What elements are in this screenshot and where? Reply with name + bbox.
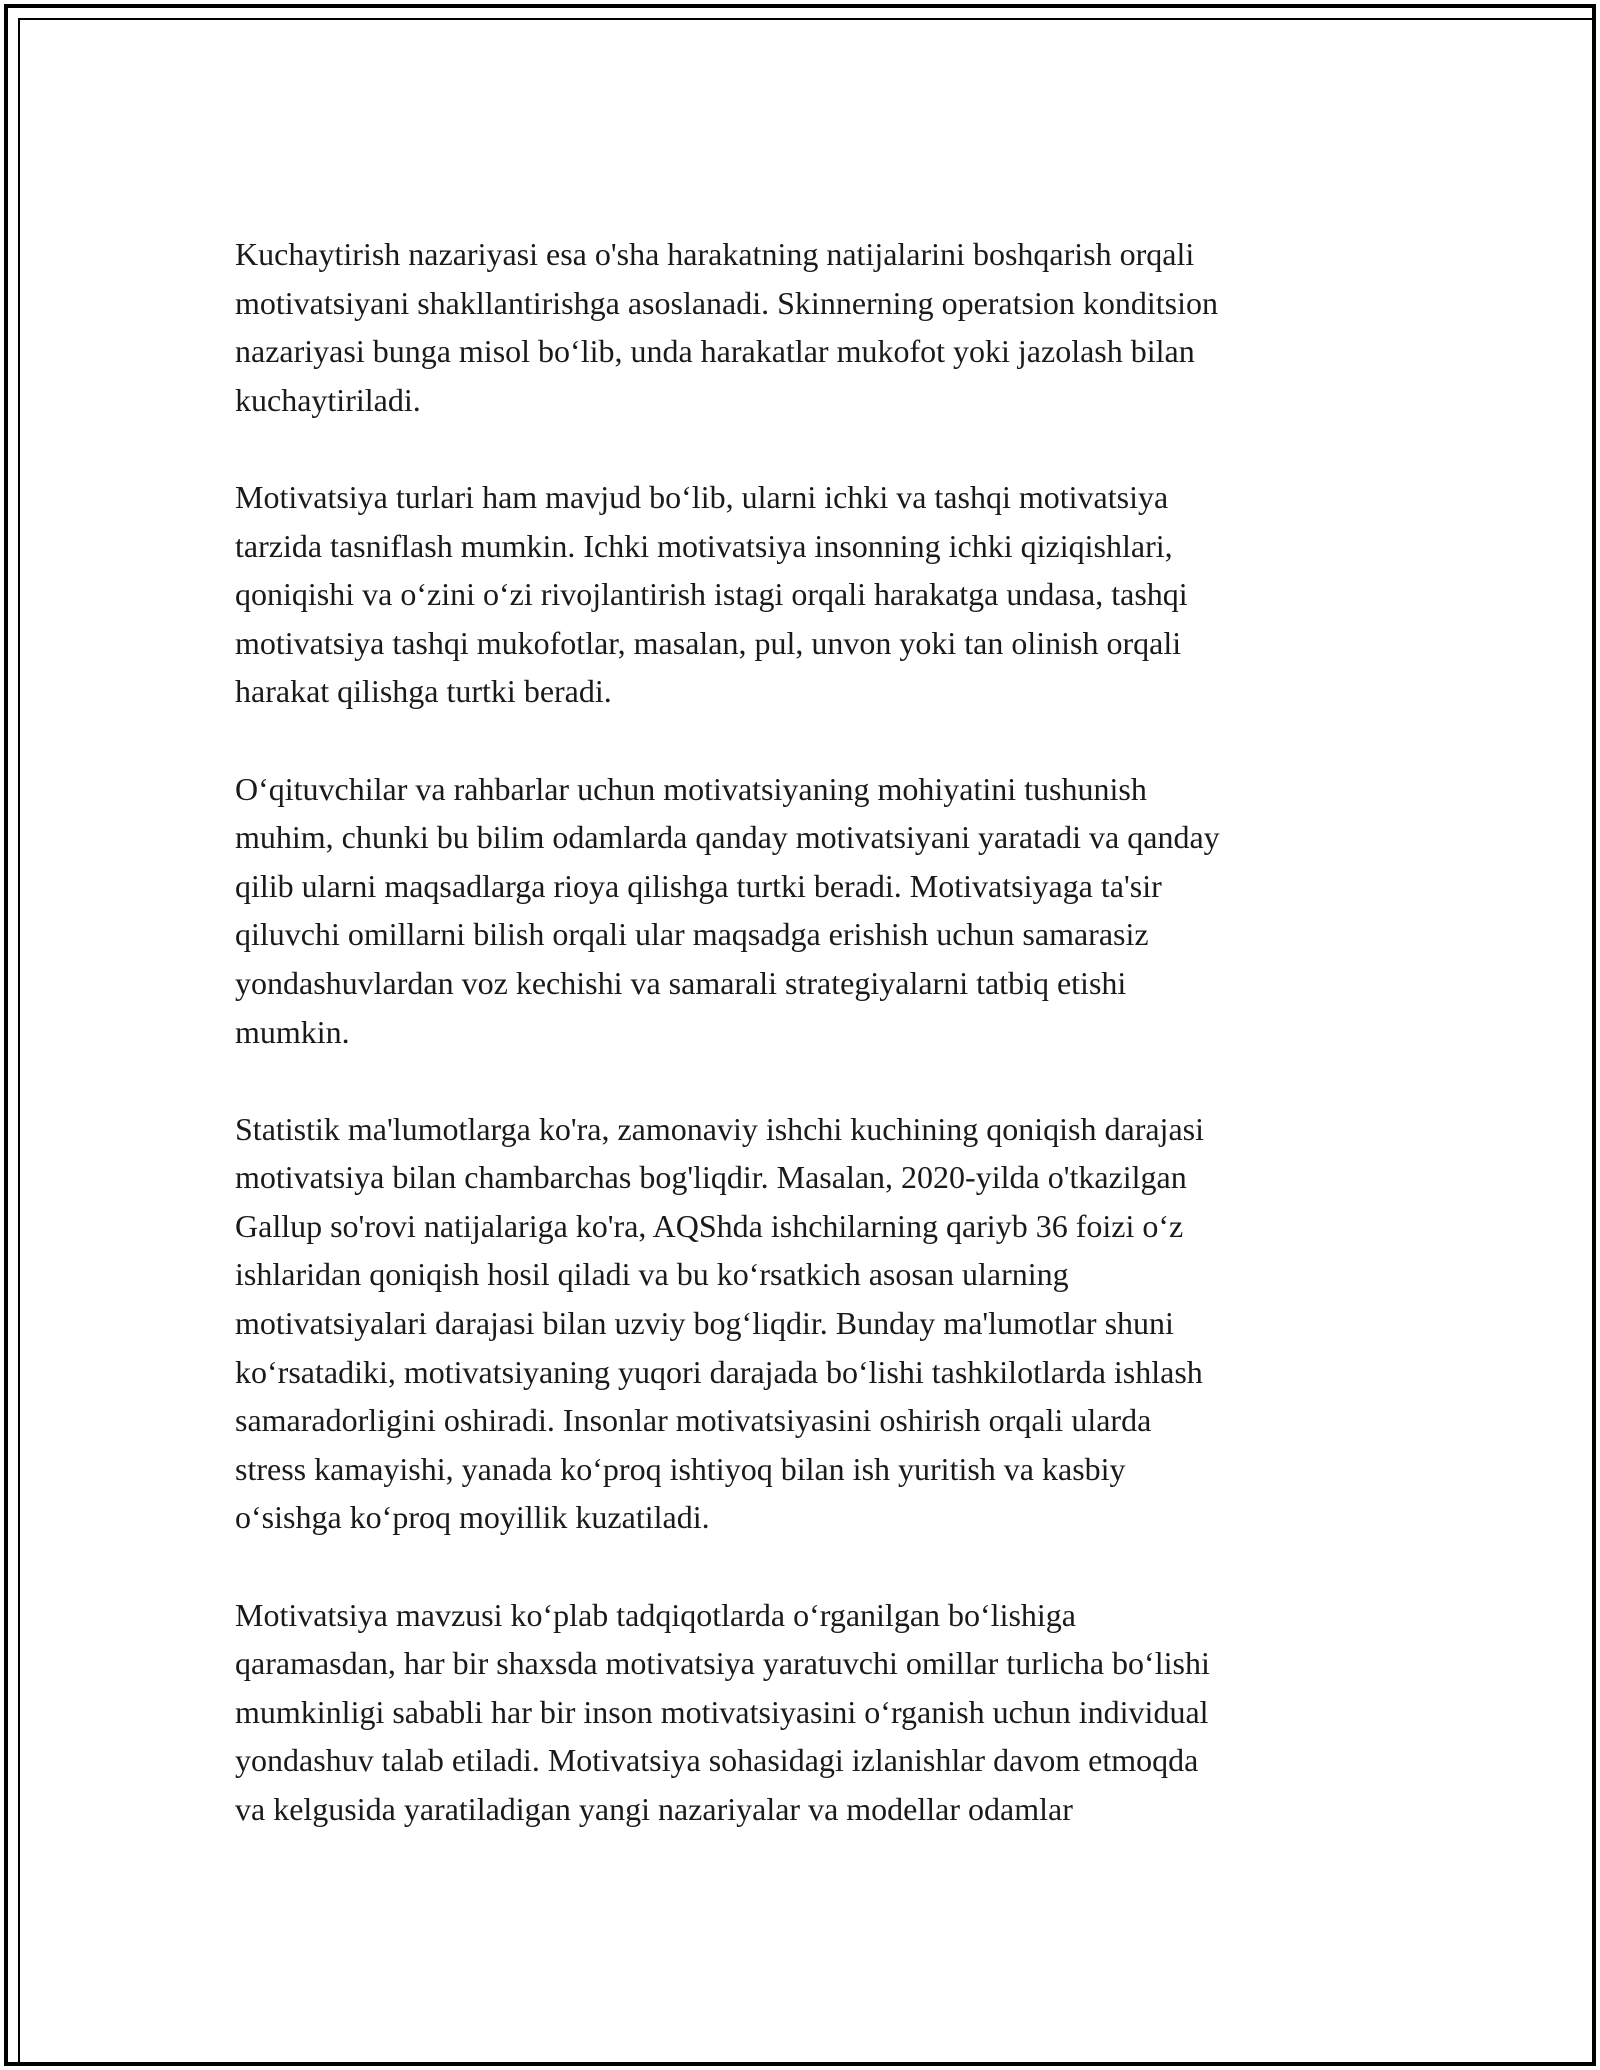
- paragraph-reinforcement-theory: Kuchaytirish nazariyasi esa o'sha harakatning natijalarini boshqarish orqali motivatsiyani shakllantirishga asoslanadi. Skinnerning operatsion konditsion nazariyasi bunga misol bo‘lib, unda harakatlar mukofot yoki jazolash bilan kuchaytiriladi.: [235, 236, 1218, 418]
- paragraph-motivation-types: Motivatsiya turlari ham mavjud bo‘lib, ularni ichki va tashqi motivatsiya tarzida tasniflash mumkin. Ichki motivatsiya insonning ichki qiziqishlari, qoniqishi va o‘zini o‘zi rivojlantirish istagi orqali harakatga undasa, tashqi motivatsiya tashqi mukofotlar, masalan, pul, unvon yoki tan olinish orqali harakat qilishga turtki beradi.: [235, 478, 1188, 710]
- document-body: [235, 230, 1375, 1834]
- paragraph-statistics: Statistik ma'lumotlarga ko'ra, zamonaviy ishchi kuchining qoniqish darajasi motivatsiya bilan chambarchas bog'liqdir. Masalan, 2020-yilda o'tkazilgan Gallup so'rovi natijalariga ko'ra, AQShda ishchilarning qariyb 36 foizi o‘z ishlaridan qoniqish hosil qiladi va bu ko‘rsatkich asosan ularning motivatsiyalari darajasi bilan uzviy bog‘liqdir. Bunday ma'lumotlar shuni ko‘rsatadiki, motivatsiyaning yuqori darajada bo‘lishi tashkilotlarda ishlash samaradorligini oshiradi. Insonlar motivatsiyasini oshirish orqali ularda stress kamayishi, yanada ko‘proq ishtiyoq bilan ish yuritish va kasbiy o‘sishga ko‘proq moyillik kuzatiladi.: [235, 1110, 1204, 1536]
- paragraph-research-outlook: Motivatsiya mavzusi ko‘plab tadqiqotlarda o‘rganilgan bo‘lishiga qaramasdan, har bir shaxsda motivatsiya yaratuvchi omillar turlicha bo‘lishi mumkinligi sababli har bir inson motivatsiyasini o‘rganish uchun individual yondashuv talab etiladi. Motivatsiya sohasidagi izlanishlar davom etmoqda va kelgusida yaratiladigan yangi nazariyalar va modellar odamlar: [235, 1596, 1210, 1827]
- paragraph-teachers-leaders: O‘qituvchilar va rahbarlar uchun motivatsiyaning mohiyatini tushunish muhim, chunki bu bilim odamlarda qanday motivatsiyani yaratadi va qanday qilib ularni maqsadlarga rioya qilishga turtki beradi. Motivatsiyaga ta'sir qiluvchi omillarni bilish orqali ular maqsadga erishish uchun samarasiz yondashuvlardan voz kechishi va samarali strategiyalarni tatbiq etishi mumkin.: [235, 770, 1220, 1050]
